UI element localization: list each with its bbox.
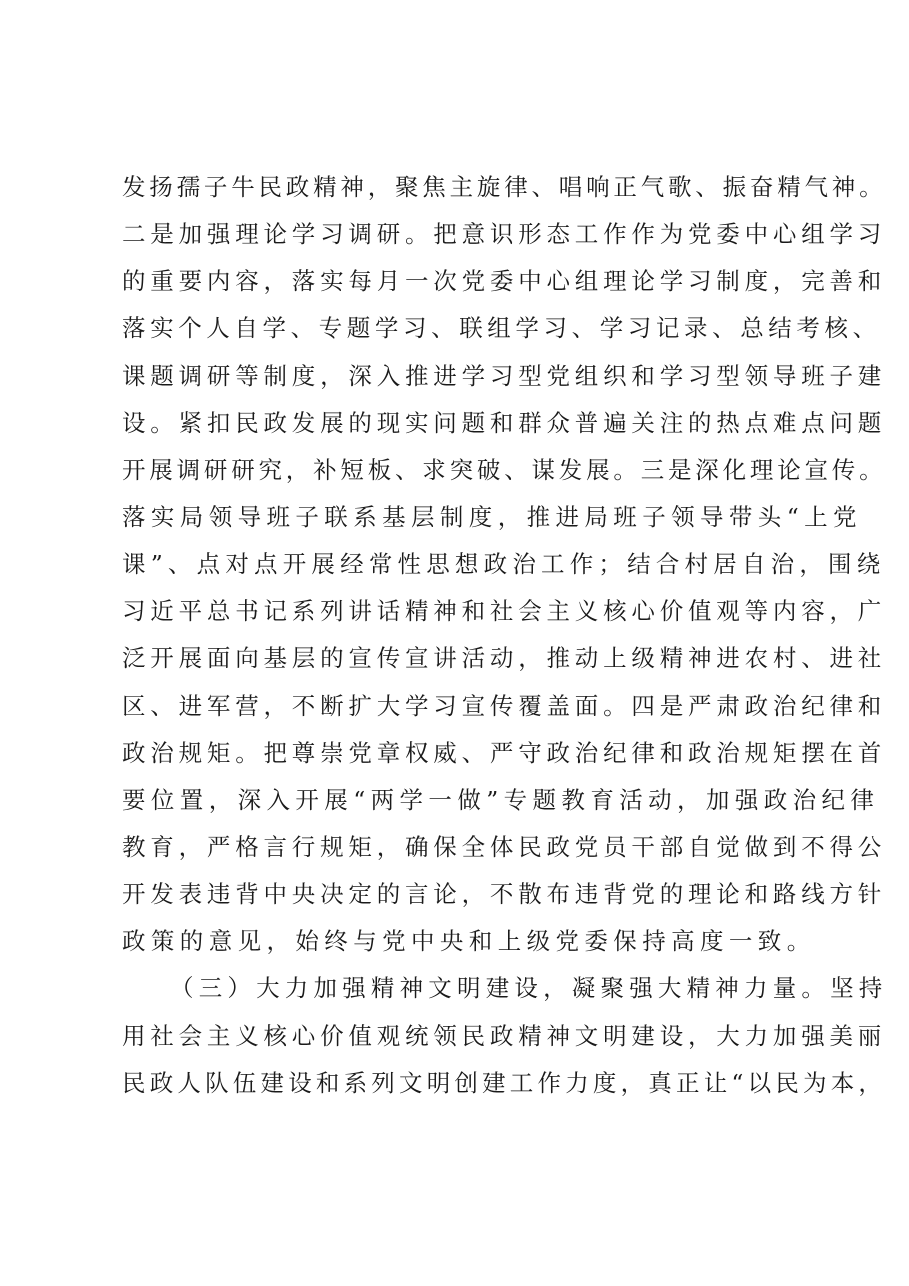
text-line: 民政人队伍建设和系列文明创建工作力度，真正让“以民为本， (122, 1068, 887, 1097)
text-line: 教育，严格言行规矩，确保全体民政党员干部自觉做到不得公 (122, 832, 887, 861)
text-line: 开展调研研究，补短板、求突破、谋发展。三是深化理论宣传。 (122, 455, 887, 484)
text-line: 的重要内容，落实每月一次党委中心组理论学习制度，完善和 (122, 267, 887, 296)
text-line: 二是加强理论学习调研。把意识形态工作作为党委中心组学习 (122, 220, 887, 249)
text-line: 课”、点对点开展经常性思想政治工作；结合村居自治，围绕 (122, 550, 886, 579)
text-line: 区、进军营，不断扩大学习宣传覆盖面。四是严肃政治纪律和 (122, 691, 887, 720)
text-line: 用社会主义核心价值观统领民政精神文明建设，大力加强美丽 (122, 1021, 887, 1050)
text-line: 课题调研等制度，深入推进学习型党组织和学习型领导班子建 (122, 361, 887, 390)
body-text (122, 168, 888, 1111)
text-line: 落实个人自学、专题学习、联组学习、学习记录、总结考核、 (122, 314, 881, 343)
text-line: 落实局领导班子联系基层制度，推进局班子领导带头“上党 (122, 502, 862, 531)
text-line: 政策的意见，始终与党中央和上级党委保持高度一致。 (122, 927, 816, 956)
text-line: 政治规矩。把尊崇党章权威、严守政治纪律和政治规矩摆在首 (122, 738, 887, 767)
text-line: 泛开展面向基层的宣传宣讲活动，推动上级精神进农村、进社 (122, 644, 887, 673)
text-line: 开发表违背中央决定的言论，不散布违背党的理论和路线方针 (122, 880, 887, 909)
paragraph-heading-line: （三）大力加强精神文明建设，凝聚强大精神力量。坚持 (170, 974, 888, 1003)
text-line: 设。紧扣民政发展的现实问题和群众普遍关注的热点难点问题 (122, 408, 887, 437)
text-line: 习近平总书记系列讲话精神和社会主义核心价值观等内容，广 (122, 597, 887, 626)
text-line: 要位置，深入开展“两学一做”专题教育活动，加强政治纪律 (122, 785, 880, 814)
text-line: 发扬孺子牛民政精神，聚焦主旋律、唱响正气歌、振奋精气神。 (122, 173, 887, 201)
